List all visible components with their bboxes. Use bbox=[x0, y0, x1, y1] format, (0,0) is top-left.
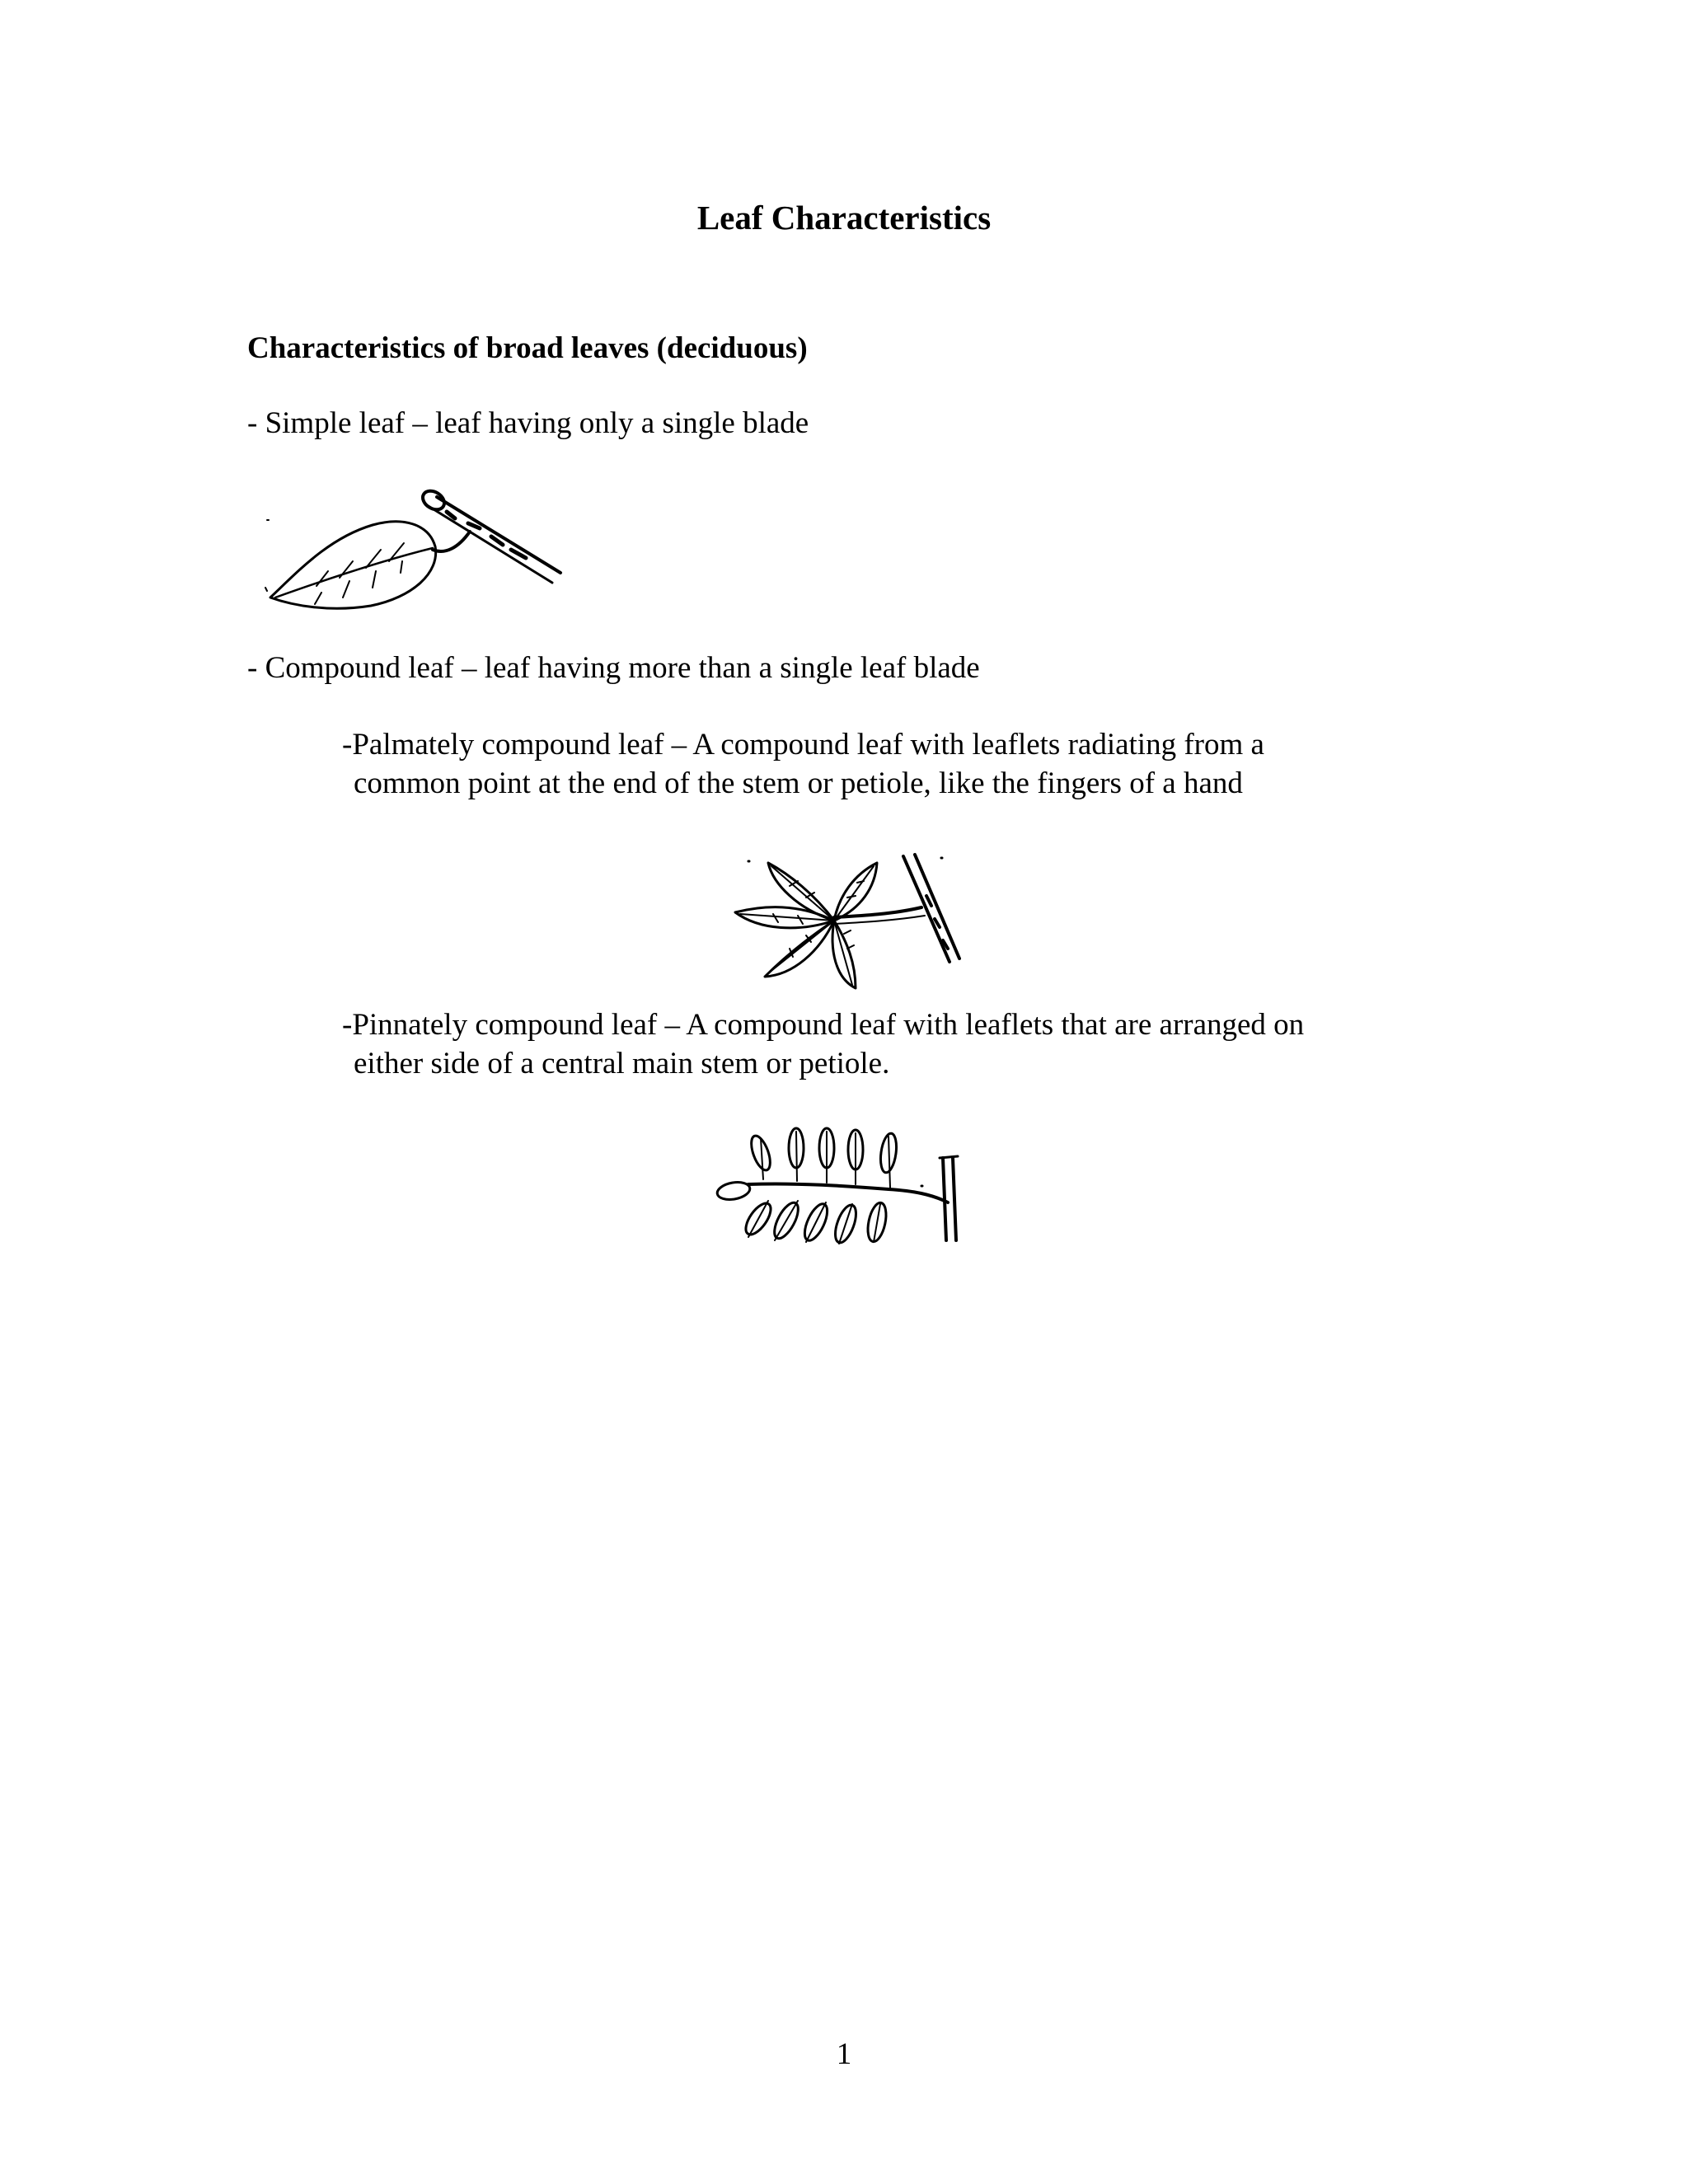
pinnate-leaf-icon bbox=[715, 1125, 963, 1249]
compound-leaf-definition: - Compound leaf – leaf having more than a single leaf blade bbox=[247, 651, 980, 685]
page-number: 1 bbox=[836, 2037, 852, 2071]
page-title: Leaf Characteristics bbox=[696, 199, 992, 237]
simple-leaf-definition: - Simple leaf – leaf having only a single blade bbox=[247, 406, 809, 440]
simple-leaf-icon bbox=[264, 482, 577, 622]
pinnate-definition-line-2: either side of a central main stem or petiole. bbox=[354, 1047, 890, 1080]
palmate-definition-line-2: common point at the end of the stem or petiole, like the fingers of a hand bbox=[354, 766, 1243, 800]
palmate-leaf-icon bbox=[724, 845, 963, 993]
section-heading: Characteristics of broad leaves (deciduous) bbox=[247, 331, 808, 365]
palmate-definition-line-1: -Palmately compound leaf – A compound leaf with leaflets radiating from a bbox=[342, 728, 1264, 762]
pinnate-definition-line-1: -Pinnately compound leaf – A compound leaf with leaflets that are arranged on bbox=[342, 1008, 1305, 1042]
